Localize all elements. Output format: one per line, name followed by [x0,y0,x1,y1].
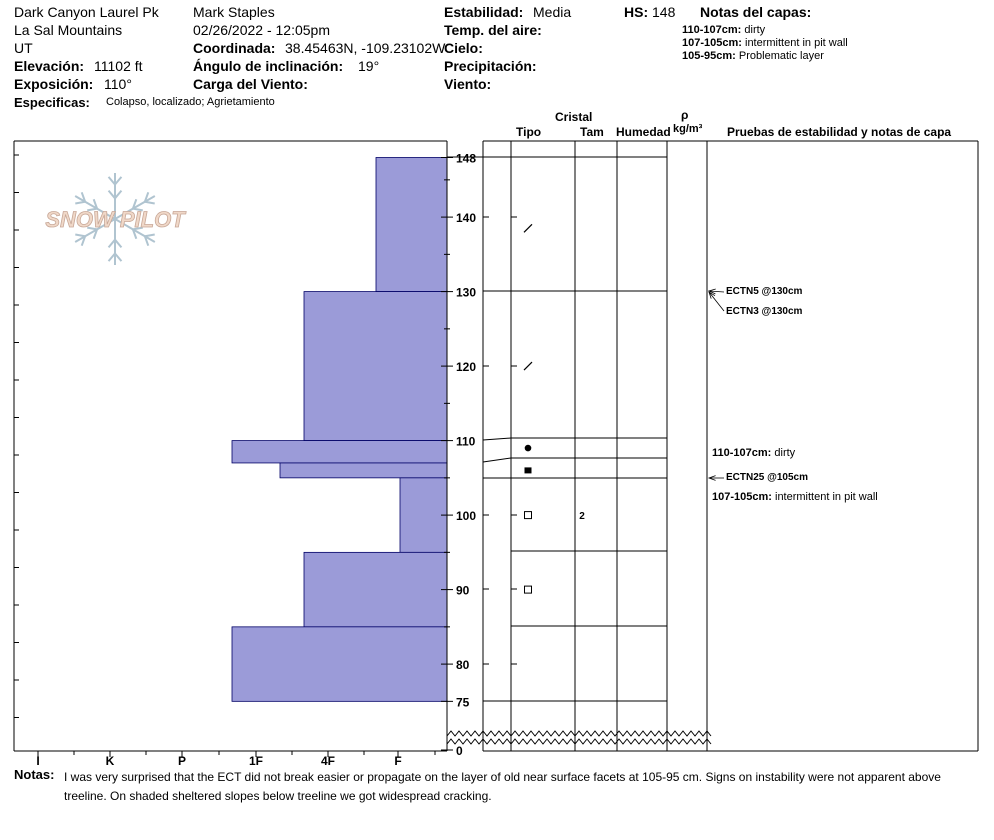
layer-annotation-2: 107-105cm: intermittent in pit wall [712,491,878,503]
specifics-value: Colapso, localizado; Agrietamiento [106,96,275,108]
grain-symbol-slash [524,362,532,370]
hardness-label-K: K [105,754,115,768]
state: UT [14,40,33,56]
moisture-header: Humedad [616,125,671,139]
size-header: Tam [580,125,604,139]
depth-label-0: 0 [456,744,463,758]
hardness-label-F: F [394,754,402,768]
test-label-3: ECTN25 @105cm [726,472,809,483]
hardness-label-I: I [36,754,40,768]
stability-value: Media [533,4,572,20]
coord-label: Coordinada: [193,40,276,56]
observer: Mark Staples [193,4,275,20]
aspect-value: 110° [104,76,132,92]
axis-break-wave [447,739,711,744]
depth-label-100: 100 [456,509,477,524]
grain-symbol-open-square [525,512,532,519]
specifics-label: Especificas: [14,95,90,110]
axis-break-wave [447,731,711,736]
depth-label-80: 80 [456,658,470,673]
wind-label: Viento: [444,76,492,92]
test-label-1: ECTN5 @130cm [726,286,803,297]
test-label-2: ECTN3 @130cm [726,306,803,317]
location: Dark Canyon Laurel Pk [14,4,159,20]
aspect-label: Exposición: [14,76,94,92]
stability-label: Estabilidad: [444,4,524,20]
slope-value: 19° [358,58,380,74]
elevation-label: Elevación: [14,58,85,74]
crystal-header: Cristal [555,110,593,124]
depth-label-110: 110 [456,434,476,449]
hardness-bar-4 [280,463,447,478]
layer-annotation-1: 110-107cm: dirty [712,447,796,459]
hardness-bar-5 [400,478,447,552]
grain-symbol-filled-square [525,467,532,473]
depth-label-75: 75 [456,695,470,710]
density-symbol: ρ [681,108,689,122]
layer-note-3: 105-95cm: Problematic layer [682,50,824,62]
wind-load-label: Carga del Viento: [193,76,308,92]
logo-text: SNOW PILOT [45,207,185,232]
flake-branch [75,234,85,236]
type-header: Tipo [516,125,542,139]
density-unit: kg/m³ [673,123,703,135]
hardness-bar-3 [232,441,447,463]
coord-value: 38.45463N, -109.23102W [285,40,446,56]
depth-label-148: 148 [456,151,477,166]
hardness-label-P: P [177,754,187,768]
hardness-bar-2 [304,292,447,441]
notes-text: I was very surprised that the ECT did not break easier or propagate on the layer of old near surface facets at 105-95 cm. Signs on instability were not apparent above treeline. On shaded sheltered slopes below treeline we got widespread cracking. [64,770,941,803]
grain-symbol-slash [524,224,532,232]
grain-symbol-open-square [525,586,532,593]
datetime: 02/26/2022 - 12:05pm [193,22,330,38]
hardness-bar-1 [376,158,447,292]
notes-label: Notas: [14,767,55,782]
snowpilot-logo [45,173,186,265]
sky-label: Cielo: [444,40,483,56]
grain-symbol-dot [525,445,532,452]
table-layer-connector [483,438,511,440]
hardness-label-1F: 1F [248,754,264,768]
depth-label-140: 140 [456,211,477,226]
depth-label-130: 130 [456,285,477,300]
layer-note-1: 110-107cm: dirty [682,24,766,36]
hs-label: HS: [624,4,649,20]
hardness-bar-7 [232,627,447,702]
depth-label-120: 120 [456,360,477,375]
flake-branch [145,202,155,204]
flake-branch [75,202,85,204]
flake-branch [145,234,155,236]
precip-label: Precipitación: [444,58,537,74]
hardness-bar-6 [304,552,447,627]
elevation-value: 11102 ft [94,58,143,74]
layer-note-2: 107-105cm: intermittent in pit wall [682,37,848,49]
tests-header: Pruebas de estabilidad y notas de capa [727,125,952,139]
hardness-label-4F: 4F [320,754,336,768]
air-temp-label: Temp. del aire: [444,22,542,38]
range: La Sal Mountains [14,22,123,38]
test-arrow-2 [709,292,724,311]
layer-notes-title: Notas del capas: [700,4,812,20]
table-layer-connector [483,458,511,462]
hs-value: 148 [652,4,676,20]
depth-label-90: 90 [456,583,470,598]
slope-label: Ángulo de inclinación: [193,58,344,74]
grain-size-value: 2 [579,511,585,523]
